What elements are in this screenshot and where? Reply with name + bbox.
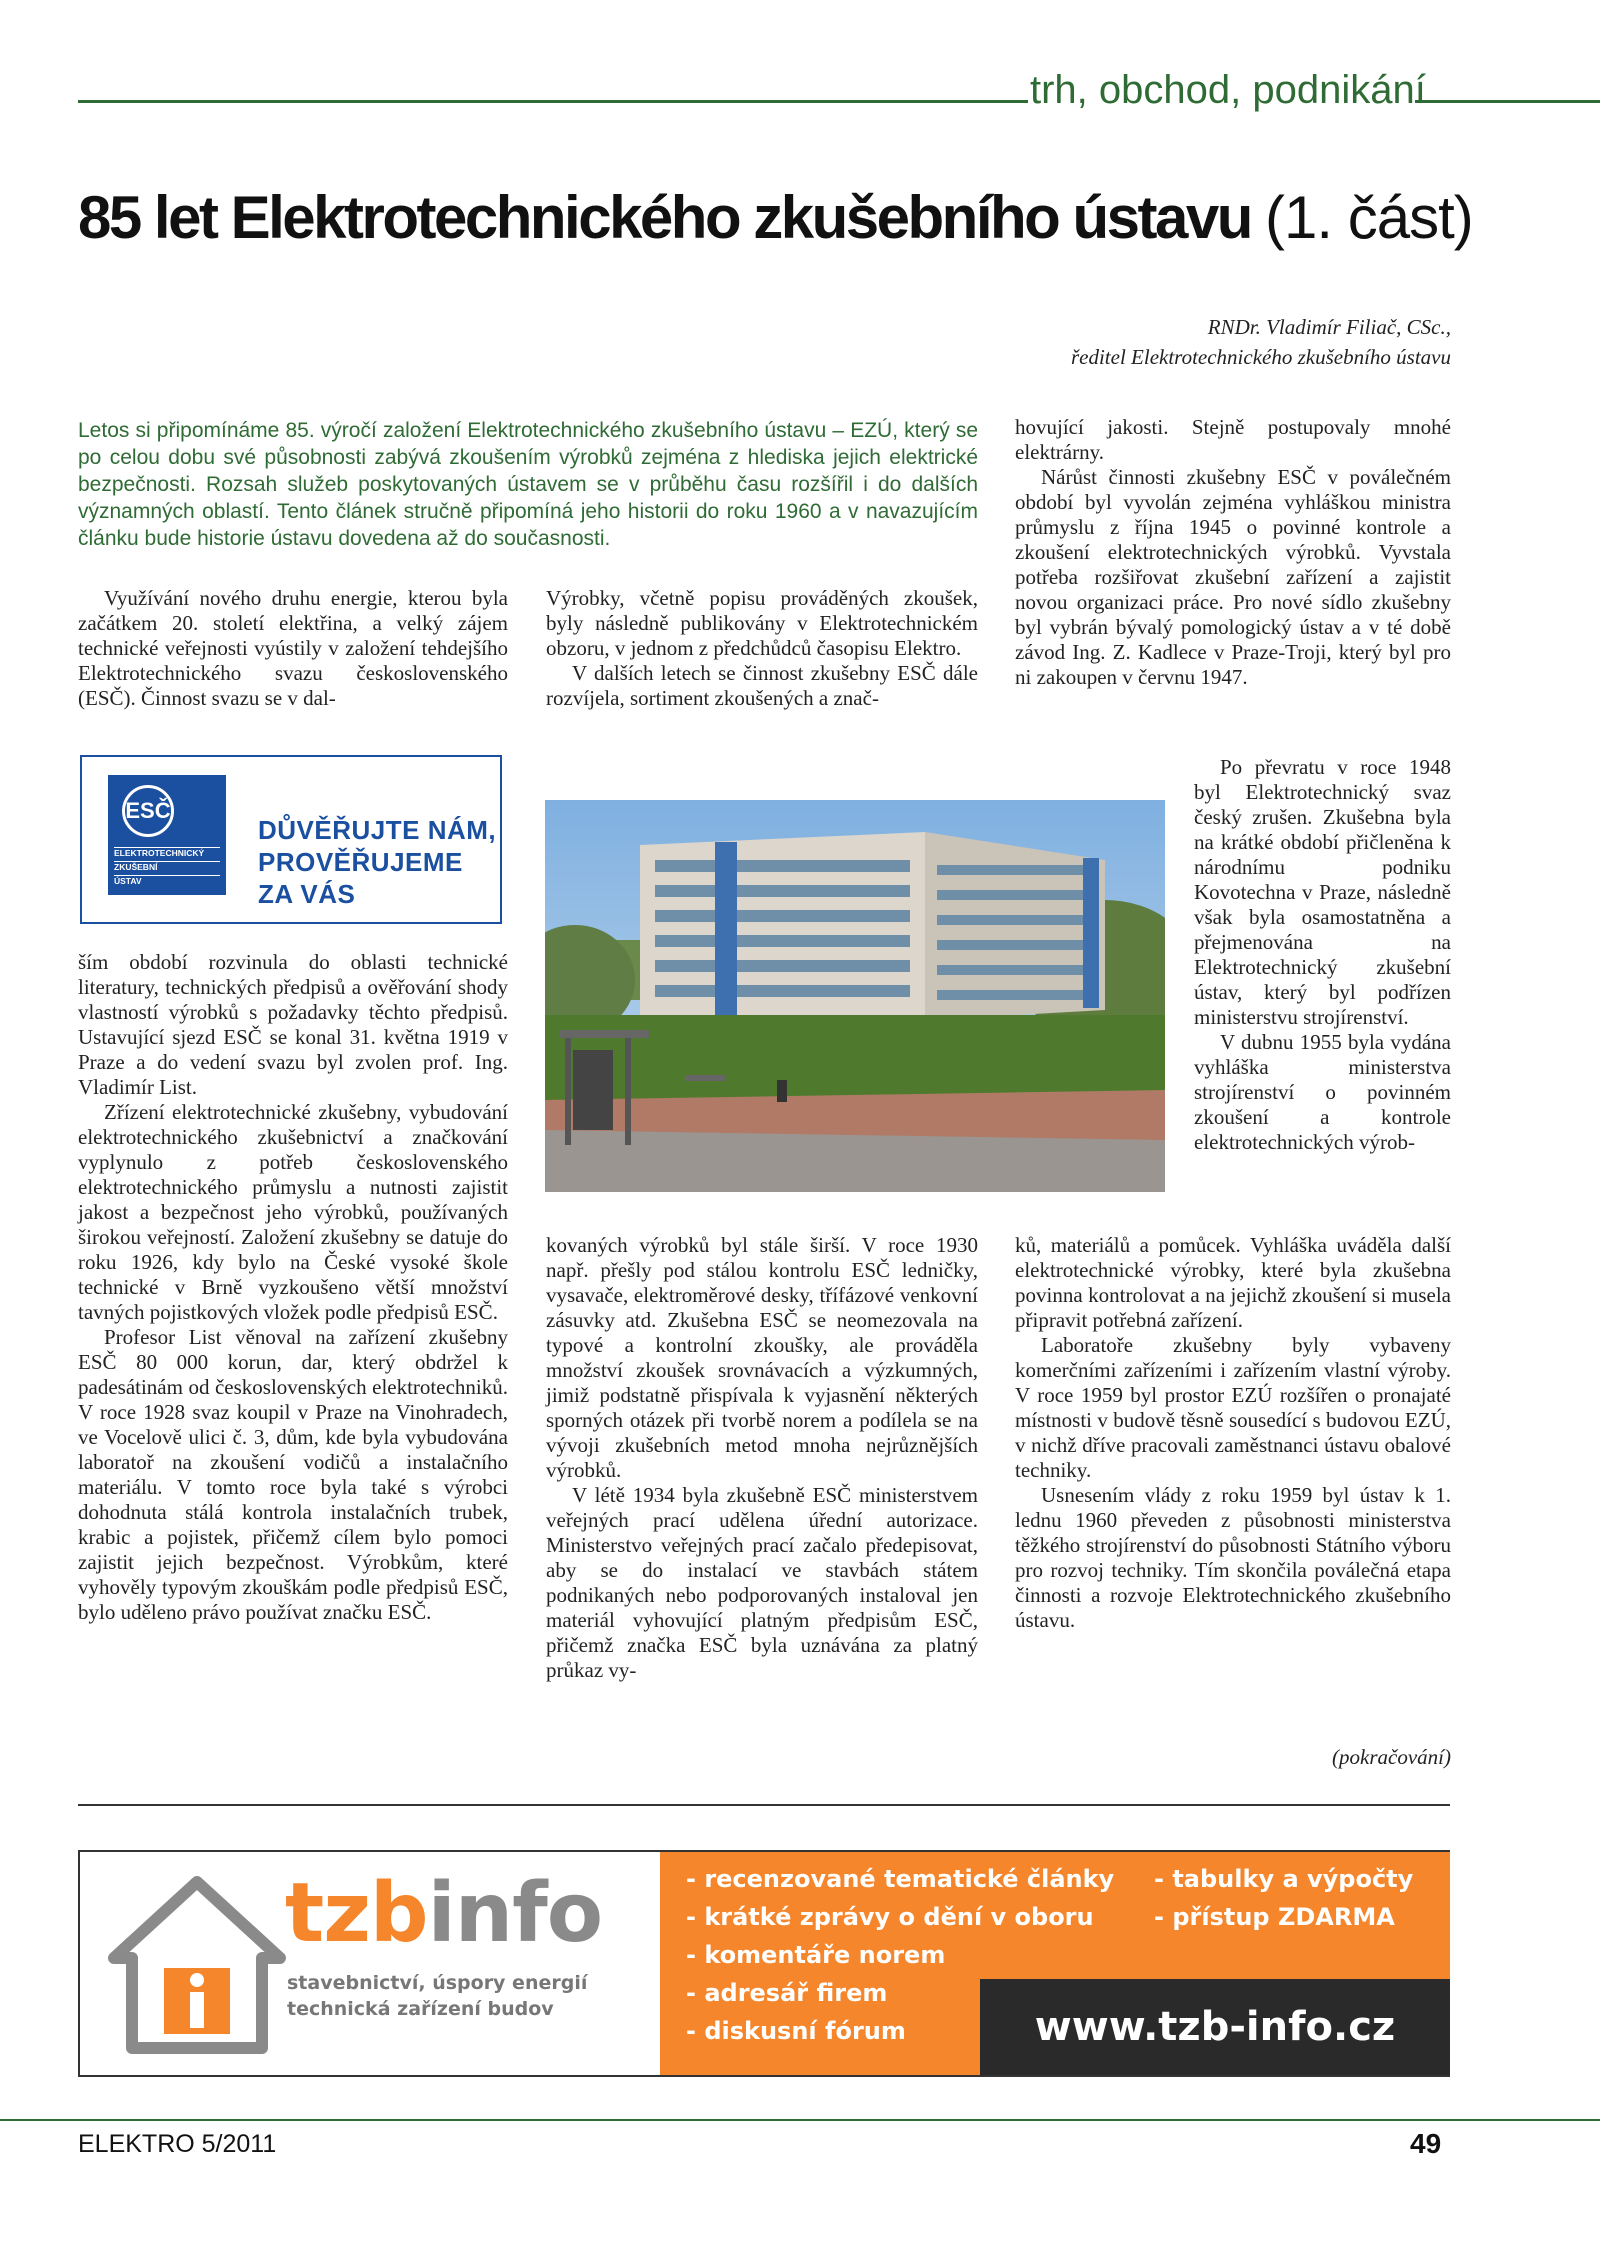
building-photo (545, 800, 1165, 1192)
column-1-top (78, 586, 508, 711)
author-block (1071, 312, 1451, 372)
paragraph: V dalších letech se činnost zkušebny ESČ dále rozvíjela, sortiment zkoušených a znač- (546, 661, 978, 710)
paragraph: Po převratu v roce 1948 byl Elektrotechnický svaz český zrušen. Zkušebna byla na krátké období přičleněna k národnímu podniku Kovotechna v Praze, následně však byla osamostatněna a přejmenována na Elektrotechnický zkušební ústav, který byl podřízen ministerstvu strojírenství. (1194, 755, 1451, 1029)
ad-list-right (1154, 1860, 1413, 1936)
author-name: RNDr. Vladimír Filiač, CSc., (1207, 315, 1451, 339)
paragraph: Laboratoře zkušebny byly vybaveny komerčními zařízeními i zařízením vlastní výroby. V roce 1959 byl prostor EZÚ rozšířen o pronajaté místnosti v budově těsně sousedící s budovou EZÚ, v nichž dříve pracovali zaměstnanci ústavu obalové techniky. (1015, 1333, 1451, 1482)
article-title-part: (1. část) (1265, 184, 1473, 251)
issue-label: ELEKTRO 5/2011 (78, 2130, 277, 2158)
section-label: trh, obchod, podnikání (1030, 68, 1426, 112)
ad-subtitle-line1: stavebnictví, úspory energií (287, 1972, 588, 1994)
esc-emblem-icon: ESČ (122, 785, 174, 837)
ad-url-link[interactable]: www.tzb-info.cz (1034, 2004, 1396, 2050)
ad-orange-panel (660, 1852, 1450, 2075)
author-role: ředitel Elektrotechnického zkušebního ústavu (1070, 345, 1451, 369)
logo-info: info (427, 1866, 603, 1961)
tzb-info-logo (285, 1864, 602, 1964)
esc-label-line2: ZKUŠEBNÍ (114, 861, 220, 873)
ad-item: - přístup ZDARMA (1154, 1903, 1395, 1931)
article-title-main: 85 let Elektrotechnického zkušebního ústavu (78, 184, 1251, 251)
esc-slogan-line2: PROVĚŘUJEME ZA VÁS (258, 847, 463, 909)
house-icon (102, 1870, 292, 2065)
logo-tzb: tzb (285, 1866, 428, 1961)
continued-note: (pokračování) (1332, 1745, 1451, 1769)
esc-label-line1: ELEKTROTECHNICKÝ (114, 847, 220, 859)
esc-slogan (258, 814, 500, 910)
column-3-wrapped (1194, 755, 1451, 1155)
tzb-info-ad[interactable] (78, 1850, 1450, 2077)
ad-item: - komentáře norem (686, 1941, 946, 1969)
column-3-bottom (1015, 1233, 1451, 1633)
paragraph: Výrobky, včetně popisu prováděných zkoušek, byly následně publikovány v Elektrotechnickém obzoru, v jednom z předchůdců časopisu Elektro. (546, 586, 978, 660)
ad-subtitle-line2: technická zařízení budov (287, 1998, 554, 2020)
esc-logo-box (80, 755, 502, 924)
column-1-bottom (78, 950, 508, 1625)
column-2-top (546, 586, 978, 711)
paragraph: Zřízení elektrotechnické zkušebny, vybudování elektrotechnického zkušebnictví a značkování vyplynulo z potřeb československého elektrotechnického průmyslu a nutnosti zajistit jakost a bezpečnost jeho výrobků, používaných širokou veřejností. Založení zkušebny se datuje do roku 1926, kdy bylo na České vysoké škole technické v Brně vyzkoušeno větší množství tavných pojistkových vložek podle předpisů ESČ. (78, 1100, 508, 1324)
paragraph: Nárůst činnosti zkušebny ESČ v poválečném období byl vyvolán zejména vyhláškou ministra průmyslu z října 1945 o povinné kontrole a zkoušení elektrotechnických výrobků. Vyvstala potřeba rozšiřovat zkušební zařízení a zajistit novou organizaci práce. Pro nové sídlo zkušebny byl vybrán bývalý pomologický ústav a v té době závod Ing. Z. Kadlece v Praze-Troji, který byl pro ni zakoupen v červnu 1947. (1015, 465, 1451, 689)
paragraph: Profesor List věnoval na zařízení zkušebny ESČ 80 000 korun, dar, který obdržel k padesátinám od československých elektrotechniků. V roce 1928 svaz koupil v Praze na Vinohradech, ve Vocelově ulici č. 3, dům, kde byla vybudována laboratoř na zkoušení vodičů a instalačního materiálu. V tomto roce byla také s výrobci dohodnuta stálá kontrola instalačních trubek, krabic a pojistek, přičemž cílem bylo pomoci zajistit jejich bezpečnost. Výrobkům, které vyhověly typovým zkouškám podle předpisů ESČ, bylo uděleno právo používat značku ESČ. (78, 1325, 508, 1624)
column-3-top (1015, 415, 1451, 690)
article-bottom-rule (78, 1804, 1450, 1806)
esc-label-line3: ÚSTAV (114, 875, 220, 887)
ad-item: - krátké zprávy o dění v oboru (686, 1903, 1094, 1931)
ad-subtitle (287, 1970, 587, 2022)
ad-url-box[interactable] (980, 1979, 1450, 2075)
column-2-bottom (546, 1233, 978, 1683)
header-rule-right (1415, 100, 1600, 103)
paragraph: V létě 1934 byla zkušebně ESČ ministerstvem veřejných prací udělena úřední autorizace. Ministerstvo veřejných prací začalo předepisovat, aby se do instalací ve stavbách státem podnikaných nebo podporovaných instaloval jen materiál vyhovující platným předpisům ESČ, přičemž značka ESČ byla uznávána za platný průkaz vy- (546, 1483, 978, 1682)
ad-item: - tabulky a výpočty (1154, 1865, 1414, 1893)
lead-paragraph: Letos si připomínáme 85. výročí založení Elektrotechnického zkušebního ústavu – EZÚ, který se po celou dobu své působnosti zabývá zkoušením výrobků zejména z hlediska jejich elektrické bezpečnosti. Rozsah služeb poskytovaných ústavem se v průběhu času rozšířil i do dalších významných oblastí. Tento článek stručně připomíná jeho historii do roku 1960 a v navazujícím článku bude historie ústavu dovedena až do současnosti. (78, 419, 978, 550)
paragraph: Usnesením vlády z roku 1959 byl ústav k 1. lednu 1960 převeden z působnosti ministerstva těžkého strojírenství do působnosti Státního výboru pro rozvoj techniky. Tím skončila poválečná etapa činnosti a rozvoje Elektrotechnického zkušebního ústavu. (1015, 1483, 1451, 1632)
paragraph: V dubnu 1955 byla vydána vyhláška ministerstva strojírenství o povinném zkoušení a kontrole elektrotechnických výrob- (1194, 1030, 1451, 1154)
page-number: 49 (1410, 2128, 1442, 2159)
ad-item: - diskusní fórum (686, 2017, 906, 2045)
paragraph: Využívání nového druhu energie, kterou byla začátkem 20. století elektřina, a velký zájem technické veřejnosti vyústily v založení tehdejšího Elektrotechnického svazu československého (ESČ). Činnost svazu se v dal- (78, 586, 508, 710)
paragraph: ším období rozvinula do oblasti technické literatury, technických předpisů a ověřování shody vlastností výrobků s požadavky těchto předpisů. Ustavující sjezd ESČ se konal 31. května 1919 v Praze a do vedení svazu byl zvolen prof. Ing. Vladimír List. (78, 950, 508, 1099)
esc-slogan-line1: DŮVĚŘUJTE NÁM, (258, 815, 497, 845)
paragraph: kovaných výrobků byl stále širší. V roce 1930 např. přešly pod stálou kontrolu ESČ ledničky, vysavače, elektroměrové desky, třífázové venkovní zásuvky atd. Zkušebna ESČ se neomezovala na typové a kontrolní zkoušky, ale prováděla množství zkoušek srovnávacích a výzkumných, jimiž podstatně přispívala k vyjasnění některých sporných otázek při tvorbě norem a podílela se na vývoji zkušebních metod mnoha nejrůznějších výrobků. (546, 1233, 978, 1482)
paragraph: hovující jakosti. Stejně postupovaly mnohé elektrárny. (1015, 415, 1451, 464)
esc-emblem-panel (108, 775, 226, 895)
paragraph: ků, materiálů a pomůcek. Vyhláška uváděla další elektrotechnické výrobky, které byla zkušebna povinna kontrolovat a na jejichž zkoušení si musela připravit potřebná zařízení. (1015, 1233, 1451, 1332)
footer-rule (0, 2119, 1600, 2121)
header-rule-left (78, 100, 1028, 103)
ad-item: - recenzované tematické články (686, 1865, 1115, 1893)
ad-item: - adresář firem (686, 1979, 888, 2007)
article-title (78, 182, 1528, 254)
